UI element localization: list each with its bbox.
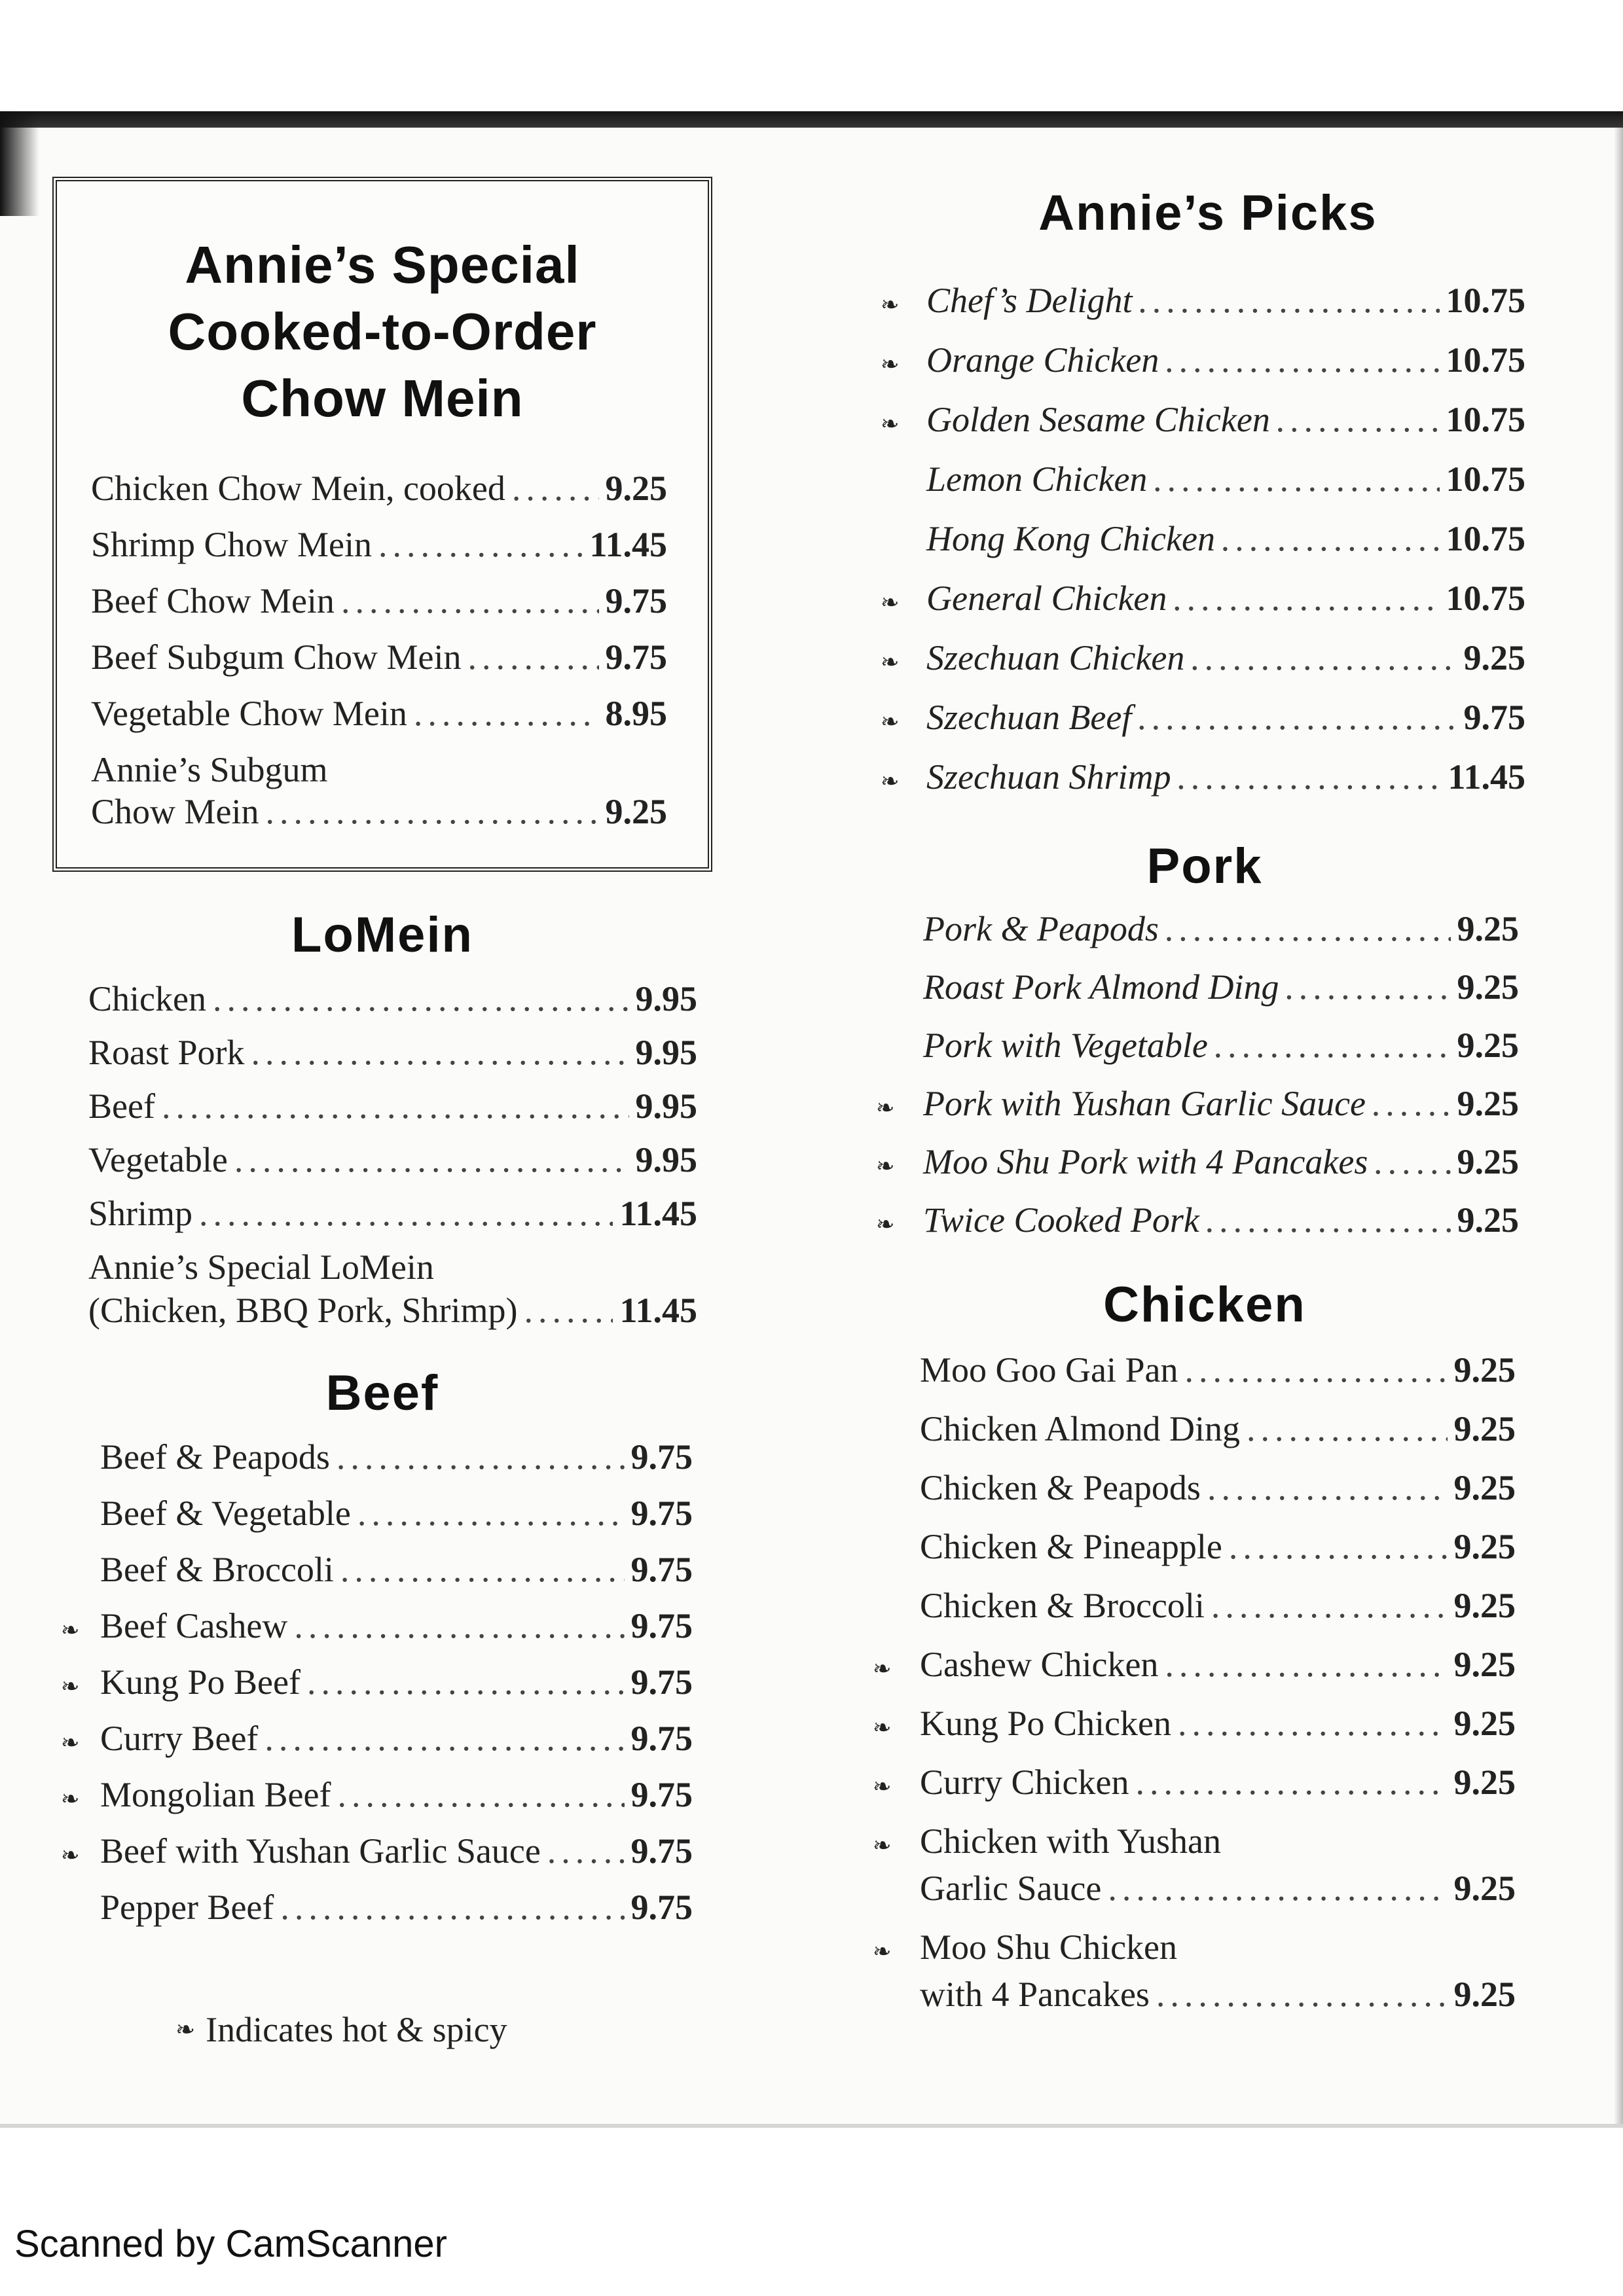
item-name: Beef & Peapods (100, 1437, 330, 1477)
item-price: 11.45 (619, 1194, 697, 1233)
menu-item (923, 1083, 1519, 1124)
leader-dots (1138, 697, 1457, 738)
item-price: 9.75 (630, 1550, 693, 1589)
item-price: 9.25 (1453, 1468, 1516, 1507)
menu-item (920, 1703, 1516, 1744)
menu-item (91, 693, 667, 734)
leader-dots (1277, 399, 1440, 440)
item-price: 9.25 (1453, 1763, 1516, 1802)
spicy-icon: ❧ (876, 1096, 895, 1121)
footnote-text: Indicates hot & spicy (206, 2010, 507, 2049)
leader-dots (1372, 1083, 1450, 1124)
menu-item (926, 459, 1525, 499)
menu-item (88, 978, 697, 1019)
spicy-icon: ❧ (61, 1619, 80, 1643)
item-name-line-1: Chicken with Yushan (920, 1821, 1221, 1861)
section-title-beef: Beef (325, 1365, 439, 1421)
menu-item (926, 280, 1525, 321)
spicy-icon: ❧ (881, 770, 900, 794)
section-title-chicken: Chicken (1103, 1277, 1306, 1333)
item-name: Curry Chicken (920, 1763, 1129, 1802)
leader-dots (524, 1290, 613, 1331)
menu-item (926, 578, 1525, 619)
leader-dots (1165, 1644, 1447, 1685)
menu-item (920, 1408, 1516, 1449)
item-price: 9.75 (1463, 698, 1525, 737)
menu-item (100, 1549, 693, 1590)
item-name: Vegetable Chow Mein (91, 694, 407, 733)
leader-dots (199, 1193, 613, 1234)
item-price: 9.25 (1453, 1645, 1516, 1684)
leader-dots (264, 1718, 624, 1759)
item-name: Garlic Sauce (920, 1869, 1102, 1908)
item-name: Roast Pork Almond Ding (923, 967, 1279, 1007)
item-name: Golden Sesame Chicken (926, 400, 1270, 439)
item-name: Moo Shu Pork with 4 Pancakes (923, 1142, 1368, 1181)
menu-item (100, 1887, 693, 1928)
leader-dots (1184, 1350, 1447, 1390)
leader-dots (1191, 637, 1457, 678)
item-price: 9.75 (630, 1437, 693, 1477)
leader-dots (1247, 1408, 1448, 1449)
item-name: Roast Pork (88, 1033, 245, 1072)
item-name: Beef & Vegetable (100, 1494, 351, 1533)
section-title-annies-picks: Annie’s Picks (1038, 185, 1377, 241)
spicy-icon: ❧ (61, 1675, 80, 1699)
scan-corner-shadow (0, 111, 39, 216)
item-name: Cashew Chicken (920, 1645, 1159, 1684)
item-name: Orange Chicken (926, 340, 1159, 380)
item-price: 9.75 (605, 581, 667, 620)
spicy-icon: ❧ (873, 1940, 892, 1964)
menu-item (920, 1467, 1516, 1508)
item-price: 10.75 (1446, 340, 1525, 380)
item-name: Twice Cooked Pork (923, 1200, 1199, 1240)
item-price: 9.25 (1453, 1586, 1516, 1625)
spicy-footnote (175, 2009, 507, 2050)
item-name: Beef Chow Mein (91, 581, 335, 620)
menu-item (920, 1350, 1516, 1390)
item-name: Beef (88, 1086, 155, 1126)
item-name: Pork & Peapods (923, 909, 1159, 948)
leader-dots (1108, 1868, 1447, 1909)
menu-item (100, 1437, 693, 1477)
menu-item (88, 1193, 697, 1234)
item-price: 9.25 (1457, 967, 1519, 1007)
spicy-icon: ❧ (873, 1834, 892, 1858)
item-name: Kung Po Chicken (920, 1704, 1171, 1743)
item-name: Kung Po Beef (100, 1662, 301, 1702)
leader-dots (1207, 1467, 1448, 1508)
spicy-icon: ❧ (61, 1844, 80, 1868)
menu-item (926, 637, 1525, 678)
menu-item (100, 1493, 693, 1534)
item-price: 9.75 (630, 1775, 693, 1814)
item-name: Chow Mein (91, 792, 259, 831)
leader-dots (341, 581, 599, 621)
leader-dots (378, 524, 583, 565)
item-name: Beef with Yushan Garlic Sauce (100, 1831, 541, 1871)
item-price: 11.45 (589, 525, 667, 564)
menu-item (923, 1025, 1519, 1066)
item-price: 9.75 (630, 1662, 693, 1702)
menu-item (91, 581, 667, 621)
item-name: Szechuan Chicken (926, 638, 1185, 677)
leader-dots (251, 1032, 629, 1073)
spicy-icon: ❧ (881, 651, 900, 675)
leader-dots (1154, 459, 1439, 499)
item-name: Curry Beef (100, 1719, 259, 1758)
spicy-icon: ❧ (873, 1657, 892, 1681)
item-price: 9.25 (605, 792, 667, 831)
menu-item (100, 1831, 693, 1871)
item-name: Vegetable (88, 1140, 228, 1179)
menu-item (920, 1762, 1516, 1803)
item-name-line-1: Moo Shu Chicken (920, 1928, 1178, 1967)
item-price: 9.25 (1453, 1975, 1516, 2014)
spicy-icon: ❧ (876, 1213, 895, 1237)
item-price: 9.75 (630, 1606, 693, 1645)
item-name: Chicken & Peapods (920, 1468, 1201, 1507)
leader-dots (547, 1831, 625, 1871)
item-name: Mongolian Beef (100, 1775, 331, 1814)
item-price: 9.25 (1453, 1350, 1516, 1390)
menu-item (923, 1141, 1519, 1182)
leader-dots (1178, 1703, 1448, 1744)
item-name: Chicken & Broccoli (920, 1586, 1205, 1625)
leader-dots (234, 1139, 629, 1180)
item-price: 9.25 (1457, 1084, 1519, 1123)
item-price: 9.25 (1457, 1200, 1519, 1240)
item-price: 9.75 (630, 1494, 693, 1533)
item-price: 8.95 (605, 694, 667, 733)
special-chow-mein-box (52, 177, 712, 872)
menu-item (100, 1605, 693, 1646)
menu-item (100, 1774, 693, 1815)
leader-dots (1285, 967, 1450, 1007)
item-price: 9.25 (1453, 1704, 1516, 1743)
item-price: 9.25 (1453, 1527, 1516, 1566)
item-price: 9.25 (1453, 1409, 1516, 1448)
item-price: 10.75 (1446, 400, 1525, 439)
leader-dots (162, 1086, 629, 1126)
menu-item (923, 908, 1519, 949)
leader-dots (512, 468, 599, 509)
item-name-line-1: Annie’s Subgum (91, 750, 328, 789)
menu-item (920, 1644, 1516, 1685)
item-price: 9.25 (1457, 1026, 1519, 1065)
item-name: Hong Kong Chicken (926, 519, 1215, 558)
special-title-line-1: Annie’s Special (185, 236, 580, 294)
leader-dots (1165, 340, 1439, 380)
spicy-icon: ❧ (876, 1155, 895, 1179)
leader-dots (1222, 518, 1440, 559)
leader-dots (1211, 1585, 1448, 1626)
scan-right-edge (1614, 128, 1623, 2124)
spicy-icon: ❧ (881, 710, 900, 734)
spicy-icon: ❧ (881, 591, 900, 615)
menu-item (920, 1974, 1516, 2015)
leader-dots (337, 1437, 625, 1477)
menu-item (926, 518, 1525, 559)
item-price: 10.75 (1446, 519, 1525, 558)
leader-dots (414, 693, 599, 734)
menu-item (926, 399, 1525, 440)
leader-dots (213, 978, 629, 1019)
leader-dots (467, 637, 598, 677)
item-name: Chicken Chow Mein, cooked (91, 469, 505, 508)
menu-item (923, 1200, 1519, 1240)
spicy-icon: ❧ (881, 412, 900, 437)
spicy-icon: ❧ (175, 2017, 196, 2043)
leader-dots (1214, 1025, 1451, 1066)
section-title-lomein: LoMein (291, 907, 473, 963)
leader-dots (1156, 1974, 1448, 2015)
item-name: Moo Goo Gai Pan (920, 1350, 1178, 1390)
menu-item (88, 1032, 697, 1073)
special-title-line-2: Cooked-to-Order (168, 302, 597, 361)
menu-item (88, 1290, 697, 1331)
leader-dots (1177, 757, 1441, 797)
item-price: 11.45 (1448, 757, 1525, 797)
menu-item (926, 757, 1525, 797)
leader-dots (280, 1887, 624, 1928)
item-name: Chicken & Pineapple (920, 1527, 1222, 1566)
spicy-icon: ❧ (873, 1716, 892, 1740)
item-price: 9.25 (605, 469, 667, 508)
menu-item (91, 637, 667, 677)
menu-item (100, 1662, 693, 1702)
item-name: Shrimp Chow Mein (91, 525, 373, 564)
menu-item (91, 468, 667, 509)
spicy-icon: ❧ (873, 1775, 892, 1799)
section-title-pork: Pork (1146, 838, 1263, 894)
item-name: Lemon Chicken (926, 459, 1148, 499)
item-price: 9.75 (630, 1719, 693, 1758)
item-price: 11.45 (619, 1291, 697, 1330)
leader-dots (266, 791, 599, 832)
menu-item (926, 697, 1525, 738)
spicy-icon: ❧ (61, 1787, 80, 1812)
item-price: 9.75 (605, 637, 667, 677)
spicy-icon: ❧ (881, 353, 900, 377)
item-name: Shrimp (88, 1194, 193, 1233)
leader-dots (1165, 908, 1451, 949)
item-name: Chef’s Delight (926, 281, 1133, 320)
item-price: 9.25 (1457, 909, 1519, 948)
item-price: 9.25 (1453, 1869, 1516, 1908)
scanner-watermark: Scanned by CamScanner (14, 2223, 447, 2265)
item-name: Szechuan Beef (926, 698, 1132, 737)
item-name: Beef Cashew (100, 1606, 288, 1645)
item-price: 10.75 (1446, 281, 1525, 320)
leader-dots (1173, 578, 1439, 619)
item-name: Pork with Vegetable (923, 1026, 1208, 1065)
spicy-icon: ❧ (881, 293, 900, 317)
leader-dots (337, 1774, 624, 1815)
leader-dots (1206, 1200, 1451, 1240)
item-price: 9.75 (630, 1831, 693, 1871)
leader-dots (1135, 1762, 1447, 1803)
item-name: (Chicken, BBQ Pork, Shrimp) (88, 1291, 518, 1330)
item-price: 9.95 (635, 1033, 697, 1072)
item-price: 9.25 (1463, 638, 1525, 677)
item-price: 9.95 (635, 1140, 697, 1179)
menu-item (91, 524, 667, 565)
menu-item (91, 791, 667, 832)
leader-dots (340, 1549, 625, 1590)
item-name: Pork with Yushan Garlic Sauce (923, 1084, 1366, 1123)
item-price: 9.75 (630, 1888, 693, 1927)
item-name: Beef & Broccoli (100, 1550, 334, 1589)
menu-item (920, 1526, 1516, 1567)
item-name: Chicken (88, 979, 206, 1018)
leader-dots (294, 1605, 624, 1646)
menu-item (100, 1718, 693, 1759)
leader-dots (1139, 280, 1439, 321)
menu-item (920, 1868, 1516, 1909)
menu-item (926, 340, 1525, 380)
item-name-line-1: Annie’s Special LoMein (88, 1247, 434, 1287)
item-price: 10.75 (1446, 579, 1525, 618)
menu-item (88, 1086, 697, 1126)
item-price: 9.95 (635, 1086, 697, 1126)
item-name: Szechuan Shrimp (926, 757, 1171, 797)
item-price: 9.25 (1457, 1142, 1519, 1181)
item-name: with 4 Pancakes (920, 1975, 1150, 2014)
item-name: Beef Subgum Chow Mein (91, 637, 462, 677)
item-name: Chicken Almond Ding (920, 1409, 1240, 1448)
item-name: General Chicken (926, 579, 1167, 618)
leader-dots (307, 1662, 625, 1702)
spicy-icon: ❧ (61, 1731, 80, 1755)
item-price: 10.75 (1446, 459, 1525, 499)
leader-dots (357, 1493, 625, 1534)
menu-item (923, 967, 1519, 1007)
item-price: 9.95 (635, 979, 697, 1018)
item-name: Pepper Beef (100, 1888, 274, 1927)
menu-item (88, 1139, 697, 1180)
menu-item (920, 1585, 1516, 1626)
leader-dots (1374, 1141, 1450, 1182)
leader-dots (1229, 1526, 1448, 1567)
special-title-line-3: Chow Mein (241, 369, 524, 427)
